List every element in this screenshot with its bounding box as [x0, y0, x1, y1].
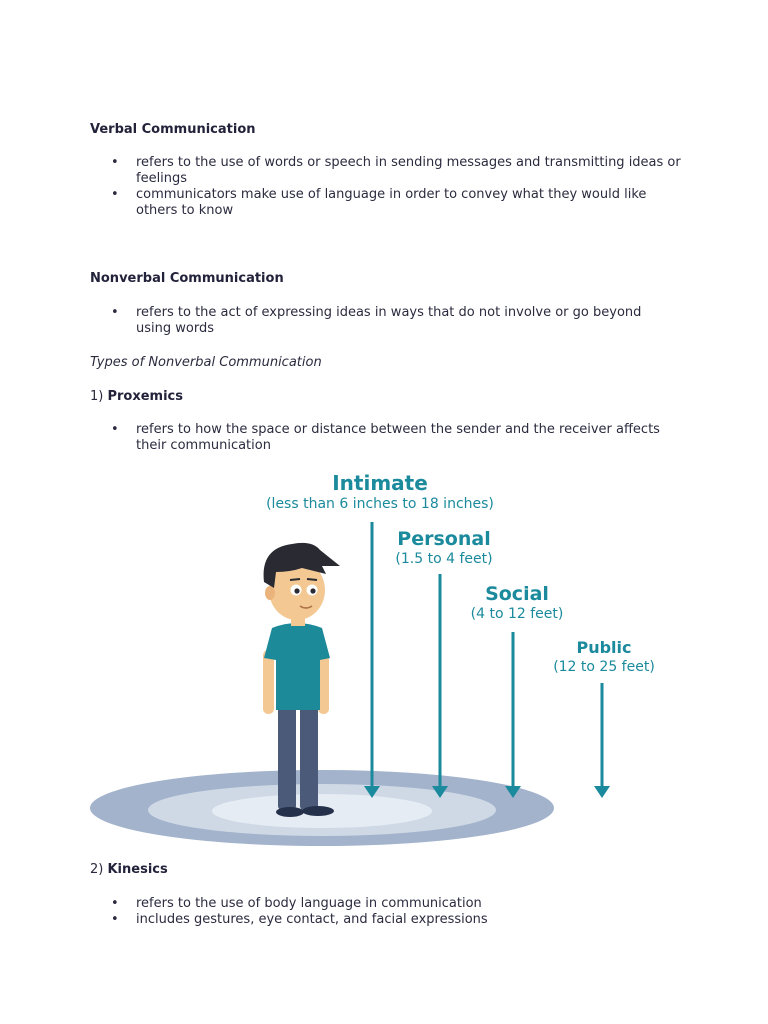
list-item: • refers to the act of expressing ideas in ways that do not involve or go beyond using words	[90, 305, 670, 337]
zone-intimate-range: (less than 6 inches to 18 inches)	[266, 496, 494, 512]
list-item: • refers to how the space or distance between the sender and the receiver affects their communication	[90, 422, 690, 454]
verbal-heading: Verbal Communication	[90, 122, 256, 137]
list-item: • includes gestures, eye contact, and facial expressions	[90, 912, 690, 928]
person-ear	[265, 586, 275, 600]
arrow-intimate	[364, 522, 380, 798]
kinesics-number: 2)	[90, 862, 104, 877]
proxemics-number: 1)	[90, 389, 104, 404]
proxemics-title: Proxemics	[107, 389, 184, 404]
nonverbal-heading: Nonverbal Communication	[90, 271, 284, 286]
zone-public-name: Public	[576, 638, 632, 657]
proxemics-figure	[0, 460, 768, 860]
proxemics-heading	[90, 389, 183, 404]
kinesics-title: Kinesics	[107, 862, 168, 877]
person-right-shoe	[302, 806, 334, 816]
arrow-personal	[432, 574, 448, 798]
person-left-leg	[278, 706, 296, 810]
person-right-leg	[300, 706, 318, 810]
list-item: • communicators make use of language in order to convey what they would like others to know	[90, 187, 690, 219]
types-subheading: Types of Nonverbal Communication	[90, 355, 322, 370]
zone-social-name: Social	[485, 583, 549, 605]
zone-intimate-name: Intimate	[332, 471, 428, 495]
nonverbal-bullet-list	[90, 305, 670, 337]
proxemics-bullet-list	[90, 422, 690, 454]
person-left-arm	[263, 650, 274, 714]
list-item: • refers to the use of words or speech in sending messages and transmitting ideas or feelings	[90, 155, 690, 187]
zone-personal-name: Personal	[397, 528, 491, 550]
zone-public-range: (12 to 25 feet)	[553, 659, 655, 675]
zone-personal-range: (1.5 to 4 feet)	[395, 551, 493, 567]
arrow-social	[505, 632, 521, 798]
kinesics-bullet-list	[90, 896, 690, 928]
list-item: • refers to the use of body language in communication	[90, 896, 690, 912]
zone-social-range: (4 to 12 feet)	[470, 606, 564, 622]
verbal-bullet-list	[90, 155, 690, 219]
arrow-public	[594, 683, 610, 798]
kinesics-heading	[90, 862, 168, 877]
person-left-shoe	[276, 807, 304, 817]
